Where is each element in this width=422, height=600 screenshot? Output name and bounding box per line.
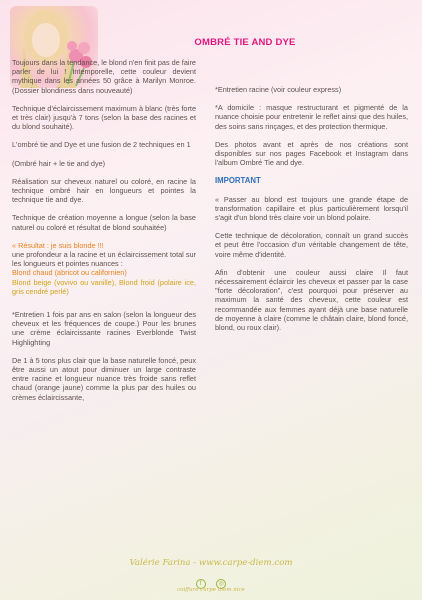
paragraph-transformation: « Passer au blond est toujours une grande étape de transformation capillaire et plus particulièrement lorsqu'il s'agit d'un blond très claire voir un blond polaire. <box>215 194 408 223</box>
paragraph-root-care: *Entretien racine (voir couleur express) <box>215 85 342 94</box>
paragraph-fusion: L'ombré tie and Dye et une fusion de 2 techniques en 1 <box>12 140 191 150</box>
paragraph-tones: De 1 à 5 tons plus clair que la base naturelle foncé, peux être aussi un atout pour diminuer un large contraste entre racine et longueur nuance très froide sans reflet chaud (orange jaune) comme la plus par des huiles ou crèmes éclaircissante, <box>12 355 196 402</box>
left-column <box>12 58 196 411</box>
paragraph-decoloration: Cette technique de décoloration, connaît un grand succès et peut être l'occasion d'un véritable changement de tête, voire même d'identité. <box>215 231 408 259</box>
paragraph-realisation: Réalisation sur cheveux naturel ou coloré, en racine la technique ombré hair en longueurs et pointes la technique tie and dye. <box>12 176 196 205</box>
important-heading: IMPORTANT <box>215 176 261 186</box>
paragraph-combination: (Ombré hair + le tie and dye) <box>12 158 106 168</box>
footer-credit: coiffure carpe diem nice <box>177 587 245 593</box>
instagram-icon[interactable]: ◎ <box>216 579 226 589</box>
paragraph-creation: Technique de création moyenne a longue (selon la base naturel ou coloré et résultat de blond souhaitée) <box>12 213 196 232</box>
paragraph-home-care: *A domicile : masque restructurant et pigmenté de la nuance choisie pour entretenir le reflet ainsi que des huiles, des soins sans rinçages, et des protection thermique. <box>215 103 408 131</box>
document-title: OMBRÉ TIE AND DYE <box>194 37 296 48</box>
facebook-icon[interactable]: f <box>196 579 206 589</box>
result-block <box>12 241 196 296</box>
paragraph-technique: Technique d'éclaircissement maximum à blanc (très forte et très clair) jusqu'à 7 tons (selon la base des racines et du blond souhaité). <box>12 103 196 132</box>
paragraph-salon-care: *Entretien 1 fois par ans en salon (selon la longueur des cheveux et les fréquences de coupe.) Pour les brunes une crème éclaircissante racines Everblonde Twist Highlighting <box>12 310 196 347</box>
footer-signature: Valérie Farina - www.carpe-diem.com <box>129 558 293 568</box>
result-label: « Résultat : je suis blonde !!! <box>12 240 104 250</box>
nuance-warm: Blond chaud (abricot ou californien) <box>12 268 127 278</box>
paragraph-photos: Des photos avant et après de nos créations sont disponibles sur nos pages Facebook et Instagram dans l'album Ombré Tie and dye. <box>215 139 408 168</box>
right-column <box>215 85 408 341</box>
nuance-cool: Blond beige (vovivo ou vanille), Blond froid (polaire ice, gris cendré perlé) <box>12 277 196 296</box>
paragraph-recommendation: Afin d'obtenir une couleur aussi claire Il faut nécessairement éclaircir les cheveux et passer par la case "forte décoloration", c'est pourquoi pour préserver au maximum la santé des cheveux, cette couleur est recommandée aux femmes ayant déjà une base naturelle de moyenne à claire (comme le châtain claire, blond foncé, blond, ou roux clair). <box>215 267 408 333</box>
paragraph-intro: Toujours dans la tendance, le blond n'en finit pas de faire parler de lui ! Intemporelle, cette couleur devient mythique dans les années 50 grâce à Marilyn Monroe. (Dossier blondiness dans nouveauté) <box>12 58 196 95</box>
result-text: une profondeur a la racine et un éclaircissement total sur les longueurs et pointes nuances : <box>12 250 196 269</box>
